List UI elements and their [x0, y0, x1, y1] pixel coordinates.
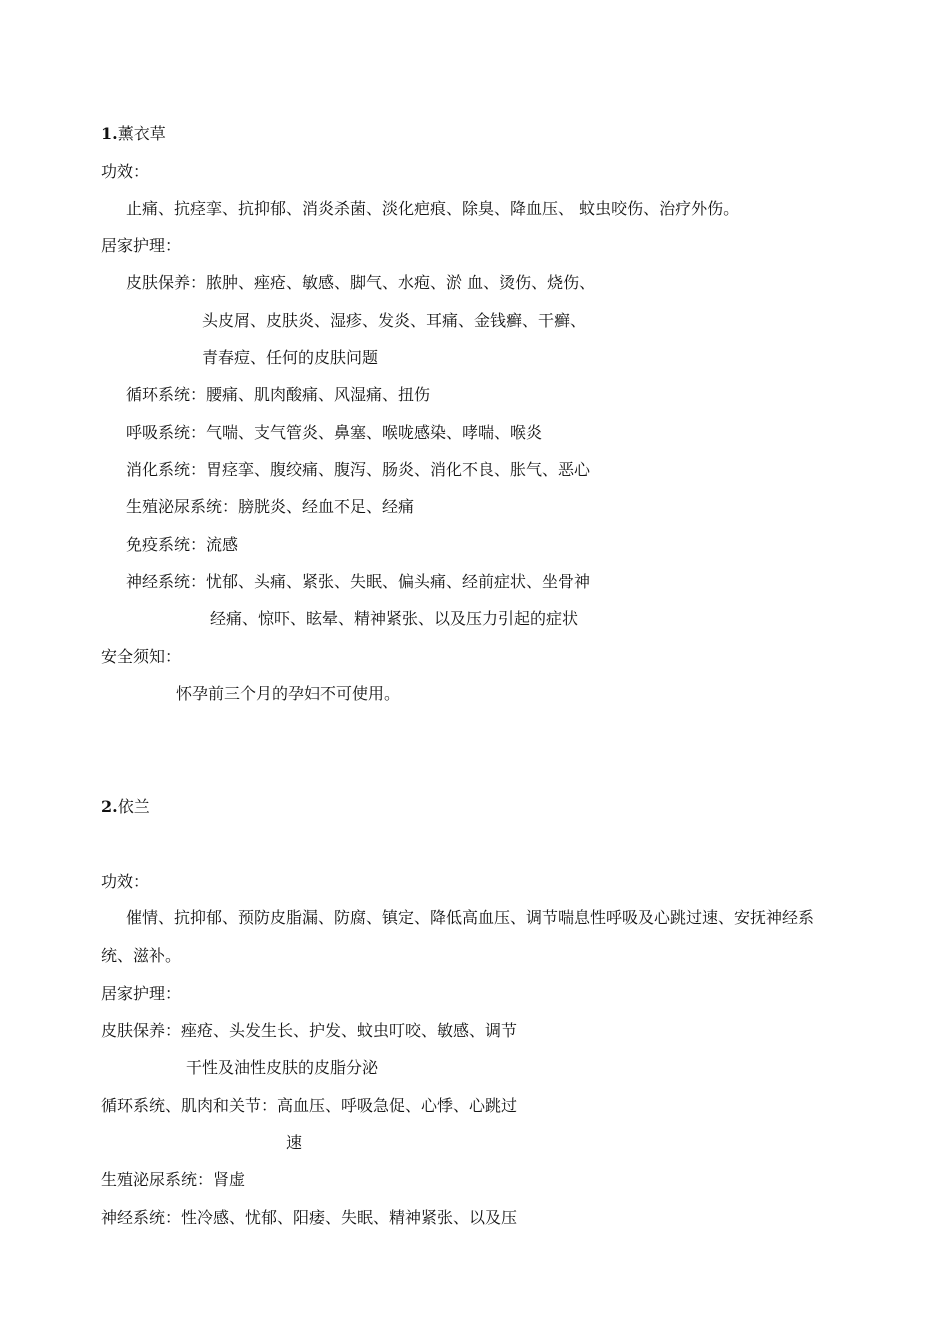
section-2-genitourinary-line: 生殖泌尿系统：肾虚 [101, 1170, 246, 1189]
section-1-skin-care-line: 青春痘、任何的皮肤问题 [202, 348, 379, 367]
section-1-respiratory-line: 呼吸系统：气喘、支气管炎、鼻塞、喉咙感染、哮喘、喉炎 [126, 423, 543, 442]
section-1-home-care-label: 居家护理： [101, 236, 182, 255]
section-2-efficacy-text: 催情、抗抑郁、预防皮脂漏、防腐、镇定、降低高血压、调节喘息性呼吸及心跳过速、安抚神经系 [126, 908, 815, 927]
section-1-number: 1. [101, 124, 118, 143]
section-1-circulatory-line: 循环系统：腰痛、肌肉酸痛、风湿痛、扭伤 [126, 385, 431, 404]
section-2-efficacy-label: 功效： [101, 872, 150, 891]
section-1-immune-line: 免疫系统：流感 [126, 535, 239, 554]
section-1-skin-care-line: 皮肤保养：脓肿、痤疮、敏感、脚气、水疱、淤 血、烫伤、烧伤、 [126, 273, 596, 292]
section-2-heading [101, 797, 150, 817]
section-1-safety-text: 怀孕前三个月的孕妇不可使用。 [176, 684, 401, 703]
section-1-safety-label: 安全须知： [101, 647, 182, 666]
section-1-digestive-line: 消化系统：胃痉挛、腹绞痛、腹泻、肠炎、消化不良、胀气、恶心 [126, 460, 591, 479]
section-2-number: 2. [101, 797, 118, 816]
section-1-genitourinary-line: 生殖泌尿系统：膀胱炎、经血不足、经痛 [126, 497, 415, 516]
section-2-title: 依兰 [117, 797, 150, 816]
section-2-circulatory-line: 速 [286, 1133, 303, 1152]
section-1-title: 薰衣草 [117, 124, 166, 143]
section-1-skin-care-line: 头皮屑、皮肤炎、湿疹、发炎、耳痛、金钱癣、干癣、 [202, 311, 587, 330]
section-2-efficacy-text: 统、滋补。 [101, 946, 182, 965]
section-1-nervous-line: 经痛、惊吓、眩晕、精神紧张、以及压力引起的症状 [210, 609, 579, 628]
section-1-heading [101, 124, 166, 144]
section-2-skin-care-line: 干性及油性皮肤的皮脂分泌 [186, 1058, 379, 1077]
section-1-efficacy-label: 功效： [101, 162, 150, 181]
section-2-skin-care-line: 皮肤保养：痤疮、头发生长、护发、蚊虫叮咬、敏感、调节 [101, 1021, 518, 1040]
section-2-nervous-line: 神经系统：性冷感、忧郁、阳痿、失眠、精神紧张、以及压 [101, 1208, 518, 1227]
section-2-home-care-label: 居家护理： [101, 984, 182, 1003]
section-1-efficacy-text: 止痛、抗痉挛、抗抑郁、消炎杀菌、淡化疤痕、除臭、降血压、 蚊虫咬伤、治疗外伤。 [126, 199, 740, 218]
section-1-nervous-line: 神经系统：忧郁、头痛、紧张、失眠、偏头痛、经前症状、坐骨神 [126, 572, 591, 591]
section-2-circulatory-line: 循环系统、肌肉和关节：高血压、呼吸急促、心悸、心跳过 [101, 1096, 518, 1115]
